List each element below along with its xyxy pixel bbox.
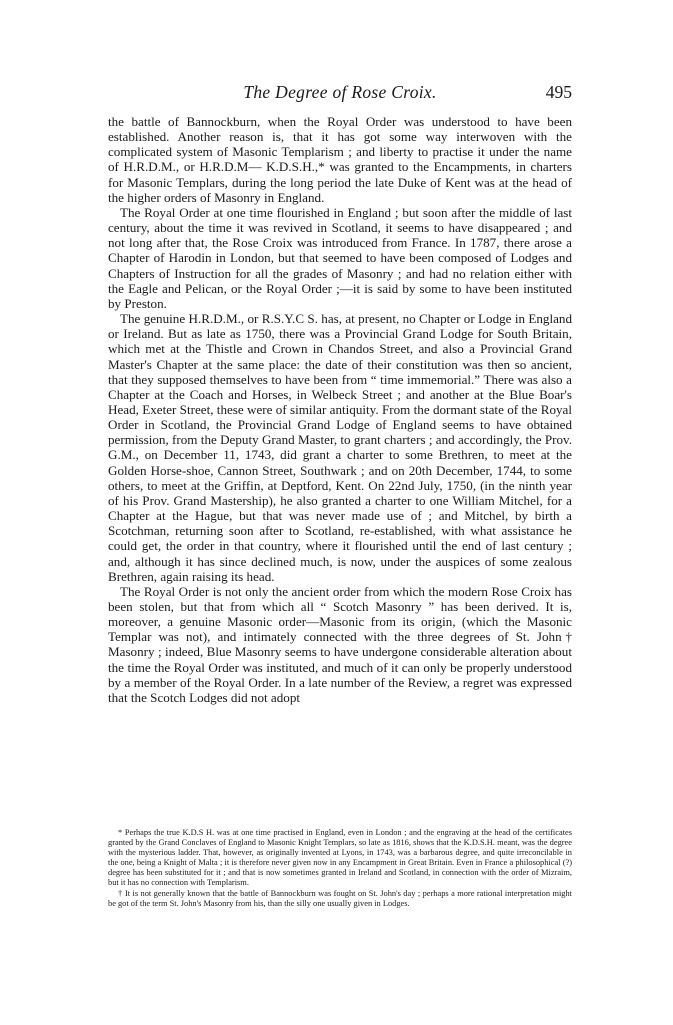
running-head — [108, 82, 572, 104]
paragraph-2: The Royal Order at one time flourished in England ; but soon after the middle of last century, about the time it was revived in Scotland, it seems to have disappeared ; and not long after that, the Rose Croix was introduced from France. In 1787, there arose a Chapter of Harodin in London, but that seemed to have been composed of Lodges and Chapters of Instruction for all the grades of Masonry ; and had no relation either with the Eagle and Pelican, or the Royal Order ;—it is said by some to have been instituted by Preston. — [108, 204, 572, 311]
paragraph-4: The Royal Order is not only the ancient order from which the modern Rose Croix has been stolen, but that from which all “ Scotch Masonry ” has been derived. It is, moreover, a genuine Masonic order—Masonic from its origin, (which the Masonic Templar was not), and intimately connected with the three degrees of St. John† Masonry ; indeed, Blue Masonry seems to have undergone considerable alteration about the time the Royal Order was instituted, and much of it can only be properly understood by a member of the Royal Order. In a late number of the Review, a regret was expressed that the Scotch Lodges did not adopt — [108, 583, 572, 705]
paragraph-1: the battle of Bannockburn, when the Royal Order was understood to have been established. Another reason is, that it has got some way interwoven with the complicated system of Masonic Templarism ; and liberty to practise it under the name of H.R.D.M., or H.R.D.M— K.D.S.H.,* was granted to the Encampments, in charters for Masonic Templars, during the long period the late Duke of Kent was at the head of the higher orders of Masonry in England. — [108, 114, 572, 205]
footnotes — [108, 828, 572, 909]
body-text — [108, 114, 572, 705]
running-title: The Degree of Rose Croix. — [243, 82, 437, 102]
footnote-star: * Perhaps the true K.D.S H. was at one time practised in England, even in London ; and the engraving at the head of the certificates granted by the Grand Conclaves of England to Masonic Knight Templars, so late as 1816, shows that the K.D.S.H. meant, was the degree with the mysterious ladder. That, however, as originally invented at Lyons, in 1743, was a barbarous degree, and quite irreconcilable in the one, being a Knight of Malta ; it is therefore never given now in any Encampment in Great Britain. Even in France a philosophical (?) degree has been substituted for it ; and that is now sometimes granted in Ireland and Scotland, in connection with the order of Mizraim, but it has no connection with Templarism. — [108, 828, 572, 888]
footnote-dagger: † It is not generally known that the battle of Bannockburn was fought on St. John's day ; perhaps a more rational interpretation might be got of the term St. John's Masonry from his, than the silly one usually given in Lodges. — [108, 888, 572, 908]
paragraph-3: The genuine H.R.D.M., or R.S.Y.C S. has, at present, no Chapter or Lodge in England or Ireland. But as late as 1750, there was a Provincial Grand Lodge for South Britain, which met at the Thistle and Crown in Chandos Street, and also a Provincial Grand Master's Chapter at the same place: the date of their constitution was then so ancient, that they supposed themselves to have been from “ time immemorial.” There was also a Chapter at the Coach and Horses, in Welbeck Street ; and another at the Blue Boar's Head, Exeter Street, these were of similar antiquity. From the dormant state of the Royal Order in Scotland, the Provincial Grand Lodge of England seems to have obtained permission, from the Deputy Grand Master, to grant charters ; and accordingly, the Prov. G.M., on December 11, 1743, did grant a charter to some Brethren, to meet at the Golden Horse-shoe, Cannon Street, Southwark ; and on 20th December, 1744, to some others, to meet at the Griffin, at Deptford, Kent. On 22nd July, 1750, (in the ninth year of his Prov. Grand Mastership), he also granted a charter to one William Mitchel, for a Chapter at the Hague, but that was never made use of ; and Mitchel, by birth a Scotchman, returning soon after to Scotland, re-established, with what assistance he could get, the order in that country, where it flourished until the end of last century ; and, although it has since declined much, is now, under the auspices of some zealous Brethren, again raising its head. — [108, 311, 572, 584]
page-number: 495 — [545, 82, 572, 102]
